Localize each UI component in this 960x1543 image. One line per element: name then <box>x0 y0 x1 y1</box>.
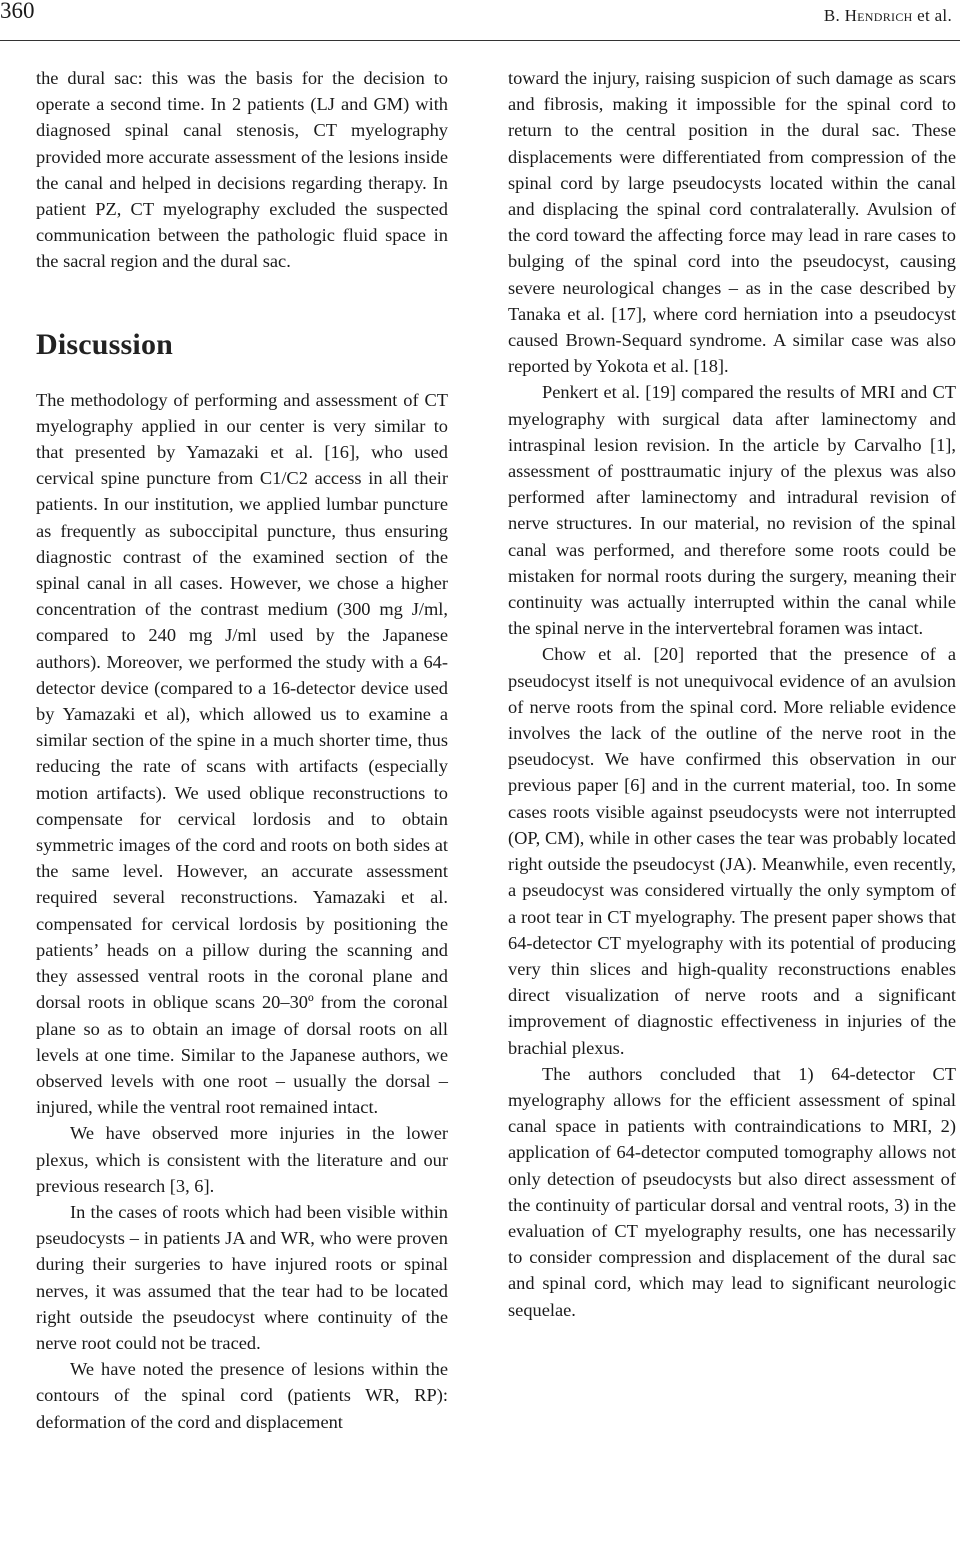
page-header <box>0 0 960 44</box>
paragraph: toward the injury, raising suspicion of such damage as scars and fibrosis, making it impossible for the spinal cord to return to the central position in the dural sac. These displacements were differentiated from compression of the spinal cord by large pseudocysts located within the canal and displacing the spinal cord contralaterally. Avulsion of the cord toward the affecting force may lead in rare cases to bulging of the spinal cord into the pseudocyst, causing severe neurological changes – as in the case described by Tanaka et al. [17], where cord herniation into a pseudocyst caused Brown-Sequard syndrome. A similar case was also reported by Yokota et al. [18]. <box>508 68 956 377</box>
page-number: 360 <box>0 0 35 23</box>
running-head-name: Hendrich <box>844 6 913 25</box>
paragraph: In the cases of roots which had been visible within pseudocysts – in patients JA and WR, who were proven during their surgeries to have injured roots or spinal nerves, it was assumed that the tear had to be located right outside the pseudocyst where continuity of the nerve root could not be traced. <box>36 1201 448 1353</box>
header-rule <box>0 40 960 41</box>
paragraph: We have noted the presence of lesions within the contours of the spinal cord (patients WR, RP): deformation of the cord and displacement <box>36 1359 448 1432</box>
left-column <box>36 65 448 1435</box>
paragraph: Chow et al. [20] reported that the presence of a pseudocyst itself is not unequivocal evidence of an avulsion of nerve roots from the spinal cord. More reliable evidence involves the lack of the outline of the nerve root in the pseudocyst. We have confirmed this observation in our previous paper [6] and in the current material, too. In some cases roots visible against pseudocysts were not interrupted (OP, CM), while in other cases the tear was probably located right outside the pseudocyst (JA). Meanwhile, even recently, a pseudocyst was considered virtually the only symptom of a root tear in CT myelography. The present paper shows that 64-detector CT myelography with its potential of producing very thin slices and high-quality reconstructions enables direct visualization of nerve roots and a significant improvement of diagnostic effectiveness in injuries of the brachial plexus. <box>508 644 956 1058</box>
paragraph: The methodology of performing and assessment of CT myelography applied in our center is very similar to that presented by Yamazaki et al. [16], who used cervical spine puncture from C1/C2 access in all their patients. In our institution, we applied lumbar puncture as frequently as suboccipital puncture, thus ensuring diagnostic contrast of the examined section of the spinal canal in all cases. However, we chose a higher concentration of the contrast medium (300 mg J/ml, compared to 240 mg J/ml used by the Japanese authors). Moreover, we performed the study with a 64-detector device (compared to a 16-detector device used by Yamazaki et al), which allowed us to examine a similar section of the spine in a much shorter time, thus reducing the rate of scans with artifacts (especially motion artifacts). We used oblique reconstructions to compensate for cervical lordosis and to obtain symmetric images of the cord and roots on both sides at the same level. However, an accurate assessment required several reconstructions. Yamazaki et al. compensated for cervical lordosis by positioning the patients’ heads on a pillow during the scanning and they assessed ventral roots in the coronal plane and dorsal roots in oblique scans 20–30º from the coronal plane so as to obtain an image of dorsal roots on all levels at one time. Similar to the Japanese authors, we observed levels with one root – usually the dorsal – injured, while the ventral root remained intact. <box>36 389 448 1118</box>
paragraph: The authors concluded that 1) 64-detector CT myelography allows for the efficient assessment of spinal canal space in patients with contraindications to MRI, 2) application of 64-detector computed tomography allows not only detection of pseudocysts but also direct assessment of the continuity of particular dorsal and ventral roots, 3) in the evaluation of CT myelography results, one has necessarily to consider compression and displacement of the dural sac and spinal cord, which may lead to significant neurologic sequelae. <box>508 1063 956 1320</box>
paragraph: Penkert et al. [19] compared the results of MRI and CT myelography with surgical data after laminectomy and intraspinal lesion revision. In the article by Carvalho [1], assessment of posttraumatic injury of the plexus was also performed after laminectomy and intradural revision of nerve structures. In our material, no revision of the spinal canal was performed, and therefore some roots could be mistaken for normal roots during the surgery, meaning their continuity was actually interrupted within the canal while the spinal nerve in the intervertebral foramen was intact. <box>508 382 956 639</box>
right-column <box>508 65 956 1323</box>
running-head <box>824 6 952 26</box>
paragraph: the dural sac: this was the basis for the decision to operate a second time. In 2 patients (LJ and GM) with diagnosed spinal canal stenosis, CT myelography provided more accurate assessment of the lesions inside the canal and helped in decisions regarding therapy. In patient PZ, CT myelography excluded the suspected communication between the pathologic fluid space in the sacral region and the dural sac. <box>36 68 448 272</box>
paragraph: We have observed more injuries in the lower plexus, which is consistent with the literature and our previous research [3, 6]. <box>36 1123 448 1196</box>
running-head-initial: B. <box>823 6 845 25</box>
running-head-suffix: et al. <box>912 6 952 25</box>
section-heading-discussion: Discussion <box>36 327 174 361</box>
